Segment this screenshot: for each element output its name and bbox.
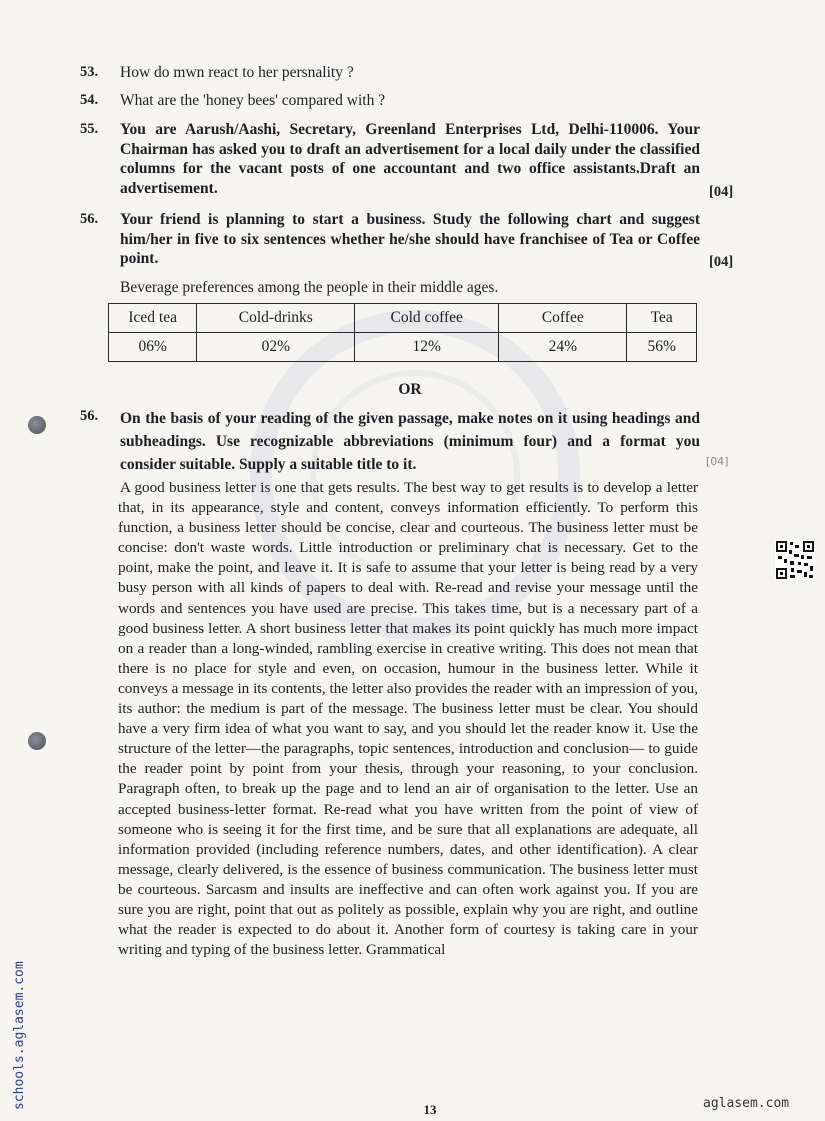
table-value-cell: 56% [627,333,697,362]
table-header-cell: Cold coffee [355,304,499,333]
punch-hole-bottom [28,732,46,750]
question-55-text: You are Aarush/Aashi, Secretary, Greenland Enterprises Ltd, Delhi-110006. Your Chairman has asked you to draft an advertisement for a local daily under the classified columns for the vacant posts of one accountant and two office assistants.Draft an advertisement. [120,121,700,197]
table-value-cell: 02% [197,333,355,362]
table-header-cell: Tea [627,304,697,333]
side-watermark-url: schools.aglasem.com [12,961,27,1110]
page-number: 13 [423,1102,437,1117]
reading-passage: A good business letter is one that gets results. The best way to get results is to develop a letter that, in its appearance, style and content, conveys information efficiently. To perform this function, a business letter should be concise, clear and courteous. The business letter must be concise: don't waste words. Little introduction or preliminary chat is necessary. Get to the point, make the point, and leave it. It is safe to assume that your letter is being read by a very busy person with all kinds of papers to deal with. Re-read and revise your message until the words and sentences you have used are precise. This takes time, but is a necessary part of a good business letter. A short business letter that makes its point quickly has much more impact on a reader than a long-winded, rambling exercise in creative writing. This does not mean that there is no place for style and even, on occasion, humour in the business letter. While it conveys a message in its contents, the letter also provides the reader with an impression of you, its author: the medium is part of the message. The business letter must be clear. You should have a very firm idea of what you want to say, and you should let the reader know it. Use the structure of the letter—the paragraphs, topic sentences, introduction and conclusion— to guide the reader point by point from your thesis, through your reasoning, to your conclusion. Paragraph often, to break up the page and to lend an air of organisation to the letter. Use an accepted business-letter format. Re-read what you have written from the point of view of someone who is seeing it for the first time, and be sure that all explanations are adequate, all information provided (including reference numbers, dates, and other identification). A clear message, clearly delivered, is the essence of business communication. The business letter must be courteous. Sarcasm and insults are ineffective and can often work against you. If you are sure you are right, point that out as politely as possible, explain why you are right, and outline what the reader is expected to do about it. Another form of courtesy is taking care in your writing and typing of the business letter. Grammatical [118,479,698,959]
table-header-cell: Coffee [499,304,627,333]
qr-code-icon [775,540,815,580]
question-56b-marks: [04] [706,455,729,468]
beverage-table [108,303,697,362]
question-55-number: 55. [80,121,99,137]
question-53-text: How do mwn react to her persnality ? [120,64,354,81]
question-55-marks: [04] [709,184,734,200]
question-56a-text: Your friend is planning to start a business. Study the following chart and suggest him/her in five to six sentences whether he/she should have franchisee of Tea or Coffee point. [120,211,700,267]
question-54-text: What are the 'honey bees' compared with ? [120,92,386,109]
table-header-cell: Cold-drinks [197,304,355,333]
or-separator: OR [398,381,422,398]
table-value-row [109,333,697,362]
table-caption: Beverage preferences among the people in their middle ages. [120,279,499,296]
question-56b-text: On the basis of your reading of the given passage, make notes on it using headings and subheadings. Use recognizable abbreviations (minimum four) and a format you consider suitable. Supply a suitable title to it. [120,410,700,473]
table-value-cell: 24% [499,333,627,362]
footer-url: aglasem.com [703,1096,790,1111]
table-value-cell: 12% [355,333,499,362]
punch-hole-top [28,416,46,434]
table-header-row [109,304,697,333]
question-56a-number: 56. [80,211,99,227]
table-header-cell: Iced tea [109,304,197,333]
question-56a-marks: [04] [709,254,734,270]
question-53-number: 53. [80,64,99,80]
table-value-cell: 06% [109,333,197,362]
question-54-number: 54. [80,92,99,108]
question-56b-number: 56. [80,408,99,424]
